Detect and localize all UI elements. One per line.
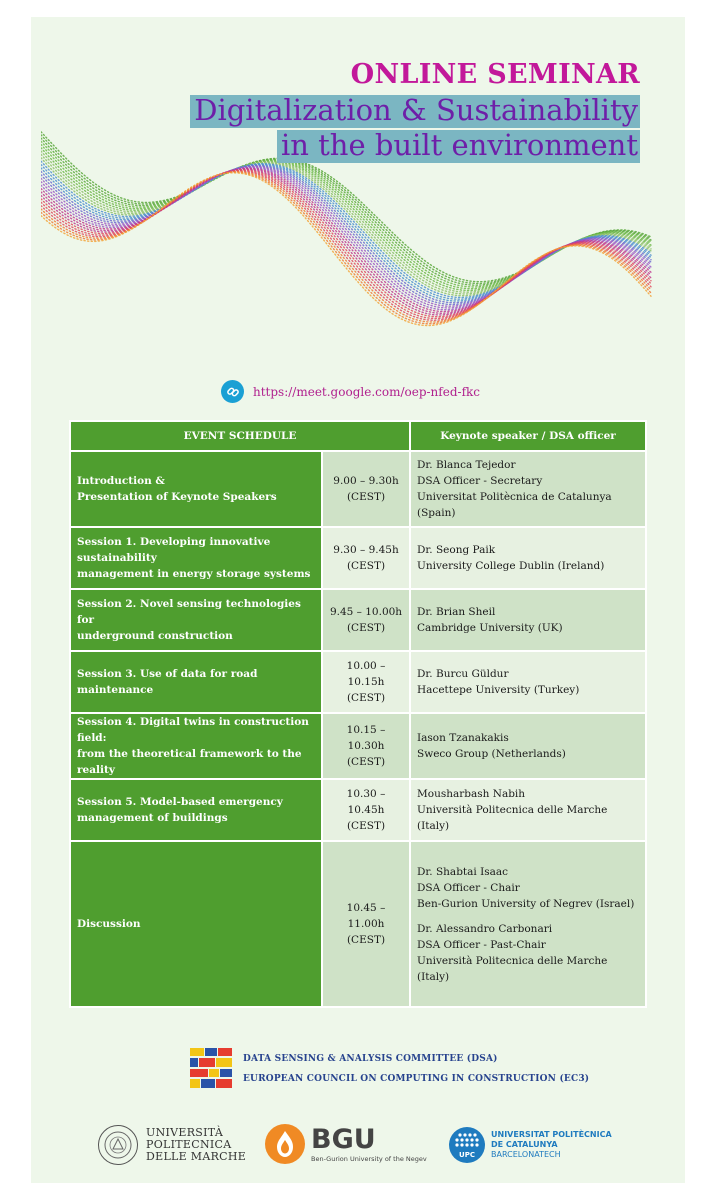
speaker-line: Dr. Seong Paik [417, 544, 496, 556]
speaker-line: University College Dublin (Ireland) [417, 560, 605, 572]
speaker-cell [410, 651, 646, 713]
session-time [322, 451, 410, 527]
speaker-line: Università Politecnica delle Marche (Italy) [417, 804, 608, 832]
speaker-line: DSA Officer - Past-Chair [417, 938, 546, 951]
seminar-label: ONLINE SEMINAR [350, 59, 640, 90]
session-title-line: Session 4. Digital twins in construction field: [77, 716, 309, 744]
session-time-line: 10.15 – 10.30h [346, 724, 386, 752]
upc-logo [449, 1127, 612, 1163]
wave-line [41, 170, 651, 317]
event-schedule-header: EVENT SCHEDULE [70, 421, 410, 451]
wave-line [41, 168, 651, 311]
speaker-line: Universitat Politècnica de Catalunya (Spain) [417, 491, 612, 519]
schedule-row [70, 527, 646, 589]
speaker-line: Iason Tzanakakis [417, 732, 509, 744]
dsa-committee-name: DATA SENSING & ANALYSIS COMMITTEE (DSA) [243, 1054, 498, 1064]
speaker-cell [410, 713, 646, 779]
session-time-line: 9.00 – 9.30h [333, 475, 399, 487]
session-time-line: 10.00 – 10.15h [346, 660, 386, 688]
session-title [70, 779, 322, 841]
session-title [70, 527, 322, 589]
wave-line [41, 165, 651, 302]
schedule-row [70, 713, 646, 779]
wave-line [41, 171, 651, 319]
speaker-line: Mousharbash Nabih [417, 788, 526, 800]
schedule-row [70, 841, 646, 1007]
session-title-line: management of buildings [77, 812, 228, 824]
upc-dots-icon [449, 1127, 485, 1163]
speaker-header: Keynote speaker / DSA officer [410, 421, 646, 451]
bgu-full-name: Ben-Gurion University of the Negev [311, 1154, 427, 1163]
bgu-logo [265, 1124, 427, 1164]
speaker-line: Università Politecnica delle Marche (Italy) [417, 954, 608, 983]
speaker-line: Dr. Blanca Tejedor [417, 459, 516, 471]
session-time [322, 651, 410, 713]
session-time-line: 9.30 – 9.45h [333, 544, 399, 556]
schedule-row [70, 451, 646, 527]
meeting-link-row[interactable] [221, 380, 480, 403]
speaker-line: Dr. Burcu Güldur [417, 668, 509, 680]
wave-line [41, 171, 651, 320]
session-time-line: (CEST) [346, 622, 386, 634]
session-time [322, 527, 410, 589]
univpm-seal-icon [98, 1125, 138, 1165]
session-title-line: from the theoretical framework to the reality [77, 748, 302, 776]
upc-name: UNIVERSITAT POLITÈCNICA DE CATALUNYA BARCELONATECH [491, 1130, 612, 1159]
event-schedule-table [69, 420, 647, 1008]
flame-icon [265, 1124, 305, 1164]
speaker-cell [410, 841, 646, 1007]
ec3-council-name: EUROPEAN COUNCIL ON COMPUTING IN CONSTRUCTION (EC3) [243, 1074, 590, 1084]
session-time-line: (CEST) [346, 820, 386, 832]
session-time-line: (CEST) [346, 560, 386, 572]
speaker-cell [410, 451, 646, 527]
dsa-committee-logo [190, 1048, 232, 1088]
univpm-name: UNIVERSITÀ POLITECNICA DELLE MARCHE [146, 1126, 247, 1163]
speaker-line: Dr. Alessandro Carbonari [417, 922, 553, 935]
session-time [322, 589, 410, 651]
title-line-1: Digitalization & Sustainability [190, 95, 640, 128]
session-time [322, 779, 410, 841]
speaker-line: DSA Officer - Secretary [417, 475, 543, 487]
session-time-line: 10.45 – 11.00h [346, 902, 386, 930]
speaker-gap [417, 912, 639, 921]
session-title [70, 713, 322, 779]
session-title-line: underground construction [77, 630, 233, 642]
speaker-line: Dr. Brian Sheil [417, 606, 496, 618]
wave-line [41, 166, 651, 305]
wave-line [41, 172, 651, 322]
session-time-line: (CEST) [346, 491, 386, 503]
link-icon [221, 380, 244, 403]
session-title-line: Session 5. Model-based emergency [77, 796, 283, 808]
bgu-abbreviation: BGU [311, 1123, 376, 1155]
upc-mark-label: UPC [459, 1151, 475, 1159]
session-title-line: Introduction & [77, 475, 165, 487]
session-title-line: Presentation of Keynote Speakers [77, 491, 277, 503]
schedule-body [70, 451, 646, 1007]
session-time-line: (CEST) [346, 934, 386, 946]
speaker-line: Sweco Group (Netherlands) [417, 748, 566, 760]
session-title-line: Session 1. Developing innovative sustainability [77, 536, 271, 564]
session-title [70, 841, 322, 1007]
session-time-line: (CEST) [346, 692, 386, 704]
schedule-row [70, 589, 646, 651]
session-time-line: 10.30 – 10.45h [346, 788, 386, 816]
wave-line [41, 172, 651, 324]
session-title-line: Session 2. Novel sensing technologies for [77, 598, 301, 626]
poster [31, 17, 685, 1183]
meeting-link[interactable]: https://meet.google.com/oep-nfed-fkc [253, 384, 480, 399]
session-title-line: Discussion [77, 918, 141, 930]
session-title-line: Session 3. Use of data for road maintenance [77, 668, 258, 696]
session-time-line: 9.45 – 10.00h [329, 606, 403, 618]
speaker-cell [410, 779, 646, 841]
univpm-logo [98, 1125, 246, 1165]
session-title-line: management in energy storage systems [77, 568, 311, 580]
speaker-line: Dr. Shabtai Isaac [417, 865, 509, 878]
session-time [322, 713, 410, 779]
session-title [70, 651, 322, 713]
title-line-2: in the built environment [277, 130, 640, 163]
session-time [322, 841, 410, 1007]
speaker-line: Ben-Gurion University of Negrev (Israel) [417, 897, 635, 910]
schedule-header-row [70, 421, 646, 451]
wave-line [41, 165, 651, 301]
schedule-row [70, 779, 646, 841]
speaker-line: Hacettepe University (Turkey) [417, 684, 580, 696]
speaker-line: DSA Officer - Chair [417, 881, 520, 894]
speaker-cell [410, 527, 646, 589]
schedule-row [70, 651, 646, 713]
session-title [70, 589, 322, 651]
speaker-cell [410, 589, 646, 651]
session-time-line: (CEST) [346, 756, 386, 768]
session-title [70, 451, 322, 527]
speaker-line: Cambridge University (UK) [417, 622, 563, 634]
